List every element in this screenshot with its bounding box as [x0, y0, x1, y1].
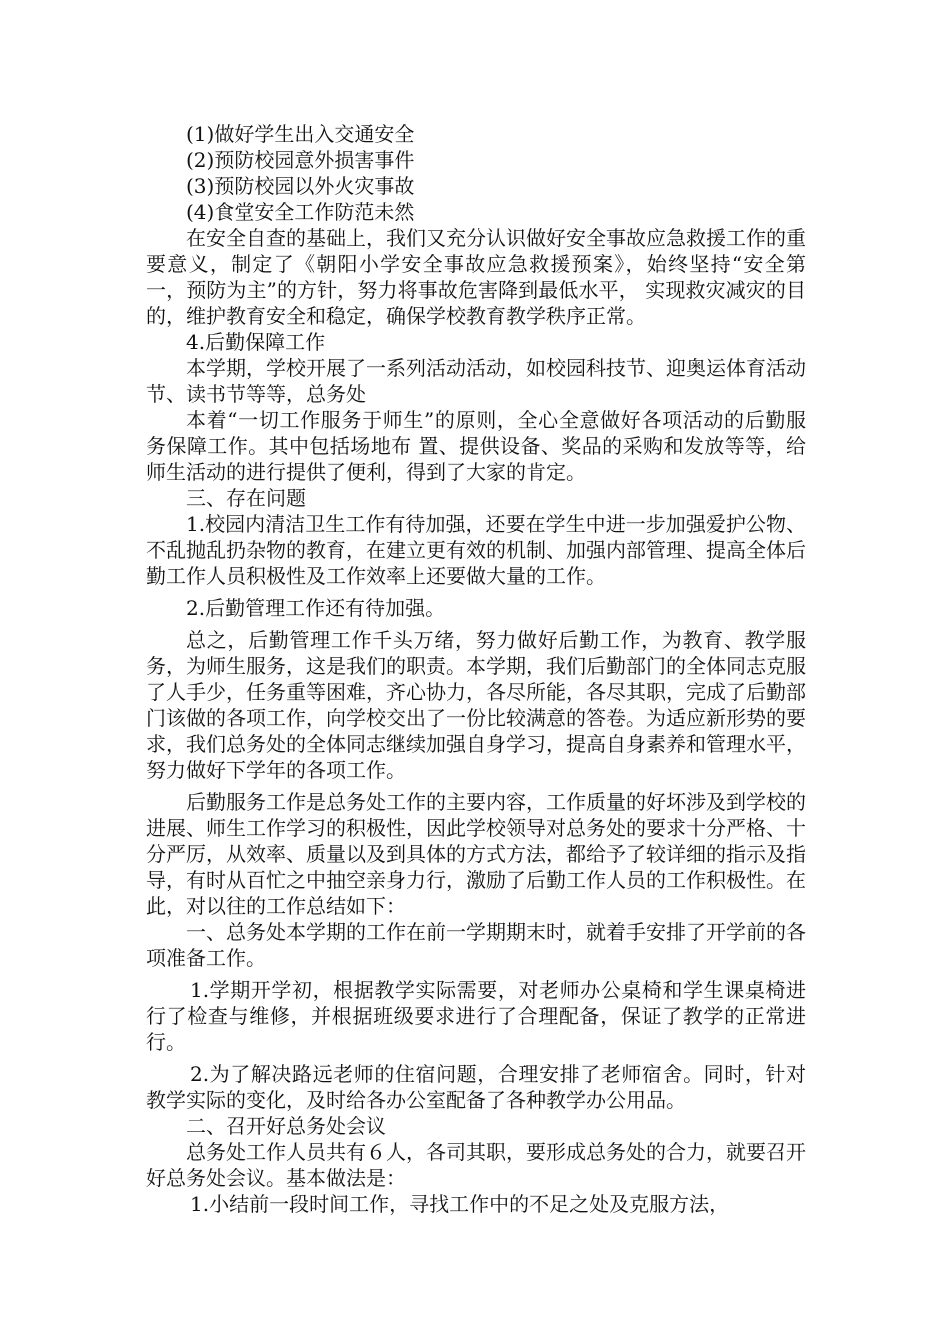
paragraph-activities: 本学期，学校开展了一系列活动活动，如校园科技节、迎奥运体育活动节、读书节等等，总务处 [146, 356, 806, 406]
section-heading-problems: 三、存在问题 [186, 486, 306, 510]
paragraph-problem-management: 2.后勤管理工作还有待加强。 [186, 596, 446, 620]
paragraph-service-overview: 后勤服务工作是总务处工作的主要内容，工作质量的好坏涉及到学校的进展、师生工作学习的积极性，因此学校领导对总务处的要求十分严格、十分严厉，从效率、质量以及到具体的方式方法，都给予了较详细的指示及指导，有时从百忙之中抽空亲身力行，激励了后勤工作人员的工作积极性。在此，对以往的工作总结如下： [146, 790, 806, 918]
list-item-canteen-safety: (4)食堂安全工作防范未然 [186, 200, 415, 224]
paragraph-furniture: 1.学期开学初，根据教学实际需要，对老师办公桌椅和学生课桌椅进行了检查与维修，并根据班级要求进行了合理配备，保证了教学的正常进行。 [146, 978, 806, 1054]
list-item-accident-prevention: (2)预防校园意外损害事件 [186, 148, 415, 172]
paragraph-summary-step: 1.小结前一段时间工作，寻找工作中的不足之处及克服方法， [190, 1192, 730, 1216]
list-item-fire-prevention: (3)预防校园以外火灾事故 [186, 174, 415, 198]
list-item-traffic-safety: (1)做好学生出入交通安全 [186, 122, 415, 146]
paragraph-emergency-plan: 在安全自查的基础上，我们又充分认识做好安全事故应急救援工作的重要意义，制定了《朝阳小学安全事故应急救援预案》，始终坚持“安全第一，预防为主”的方针，努力将事故危害降到最低水平， 实现救灾减灾的目的，维护教育安全和稳定，确保学校教育教学秩序正常。 [146, 226, 806, 328]
paragraph-staff: 总务处工作人员共有６人，各司其职，要形成总务处的合力，就要召开好总务处会议。基本做法是： [146, 1140, 806, 1190]
paragraph-dormitory: 2.为了解决路远老师的住宿问题，合理安排了老师宿舍。同时，针对教学实际的变化，及时给各办公室配备了各种教学办公用品。 [146, 1062, 806, 1112]
section-heading-logistics: 4.后勤保障工作 [186, 330, 326, 354]
paragraph-service-principle: 本着“一切工作服务于师生”的原则，全心全意做好各项活动的后勤服务保障工作。其中包括场地布 置、提供设备、奖品的采购和发放等等，给师生活动的进行提供了便利，得到了大家的肯定。 [146, 408, 806, 484]
paragraph-conclusion: 总之，后勤管理工作千头万绪，努力做好后勤工作，为教育、教学服务，为师生服务，这是我们的职责。本学期，我们后勤部门的全体同志克服了人手少，任务重等困难，齐心协力，各尽所能，各尽其职，完成了后勤部门该做的各项工作，向学校交出了一份比较满意的答卷。为适应新形势的要求，我们总务处的全体同志继续加强自身学习，提高自身素养和管理水平，努力做好下学年的各项工作。 [146, 628, 806, 782]
document-body [146, 121, 806, 1217]
section-heading-preparation: 一、总务处本学期的工作在前一学期期末时，就着手安排了开学前的各项准备工作。 [146, 920, 806, 970]
paragraph-problem-cleaning: 1.校园内清洁卫生工作有待加强，还要在学生中进一步加强爱护公物、不乱抛乱扔杂物的教育，在建立更有效的机制、加强内部管理、提高全体后勤工作人员积极性及工作效率上还要做大量的工作。 [146, 512, 806, 588]
section-heading-meetings: 二、召开好总务处会议 [186, 1114, 386, 1138]
